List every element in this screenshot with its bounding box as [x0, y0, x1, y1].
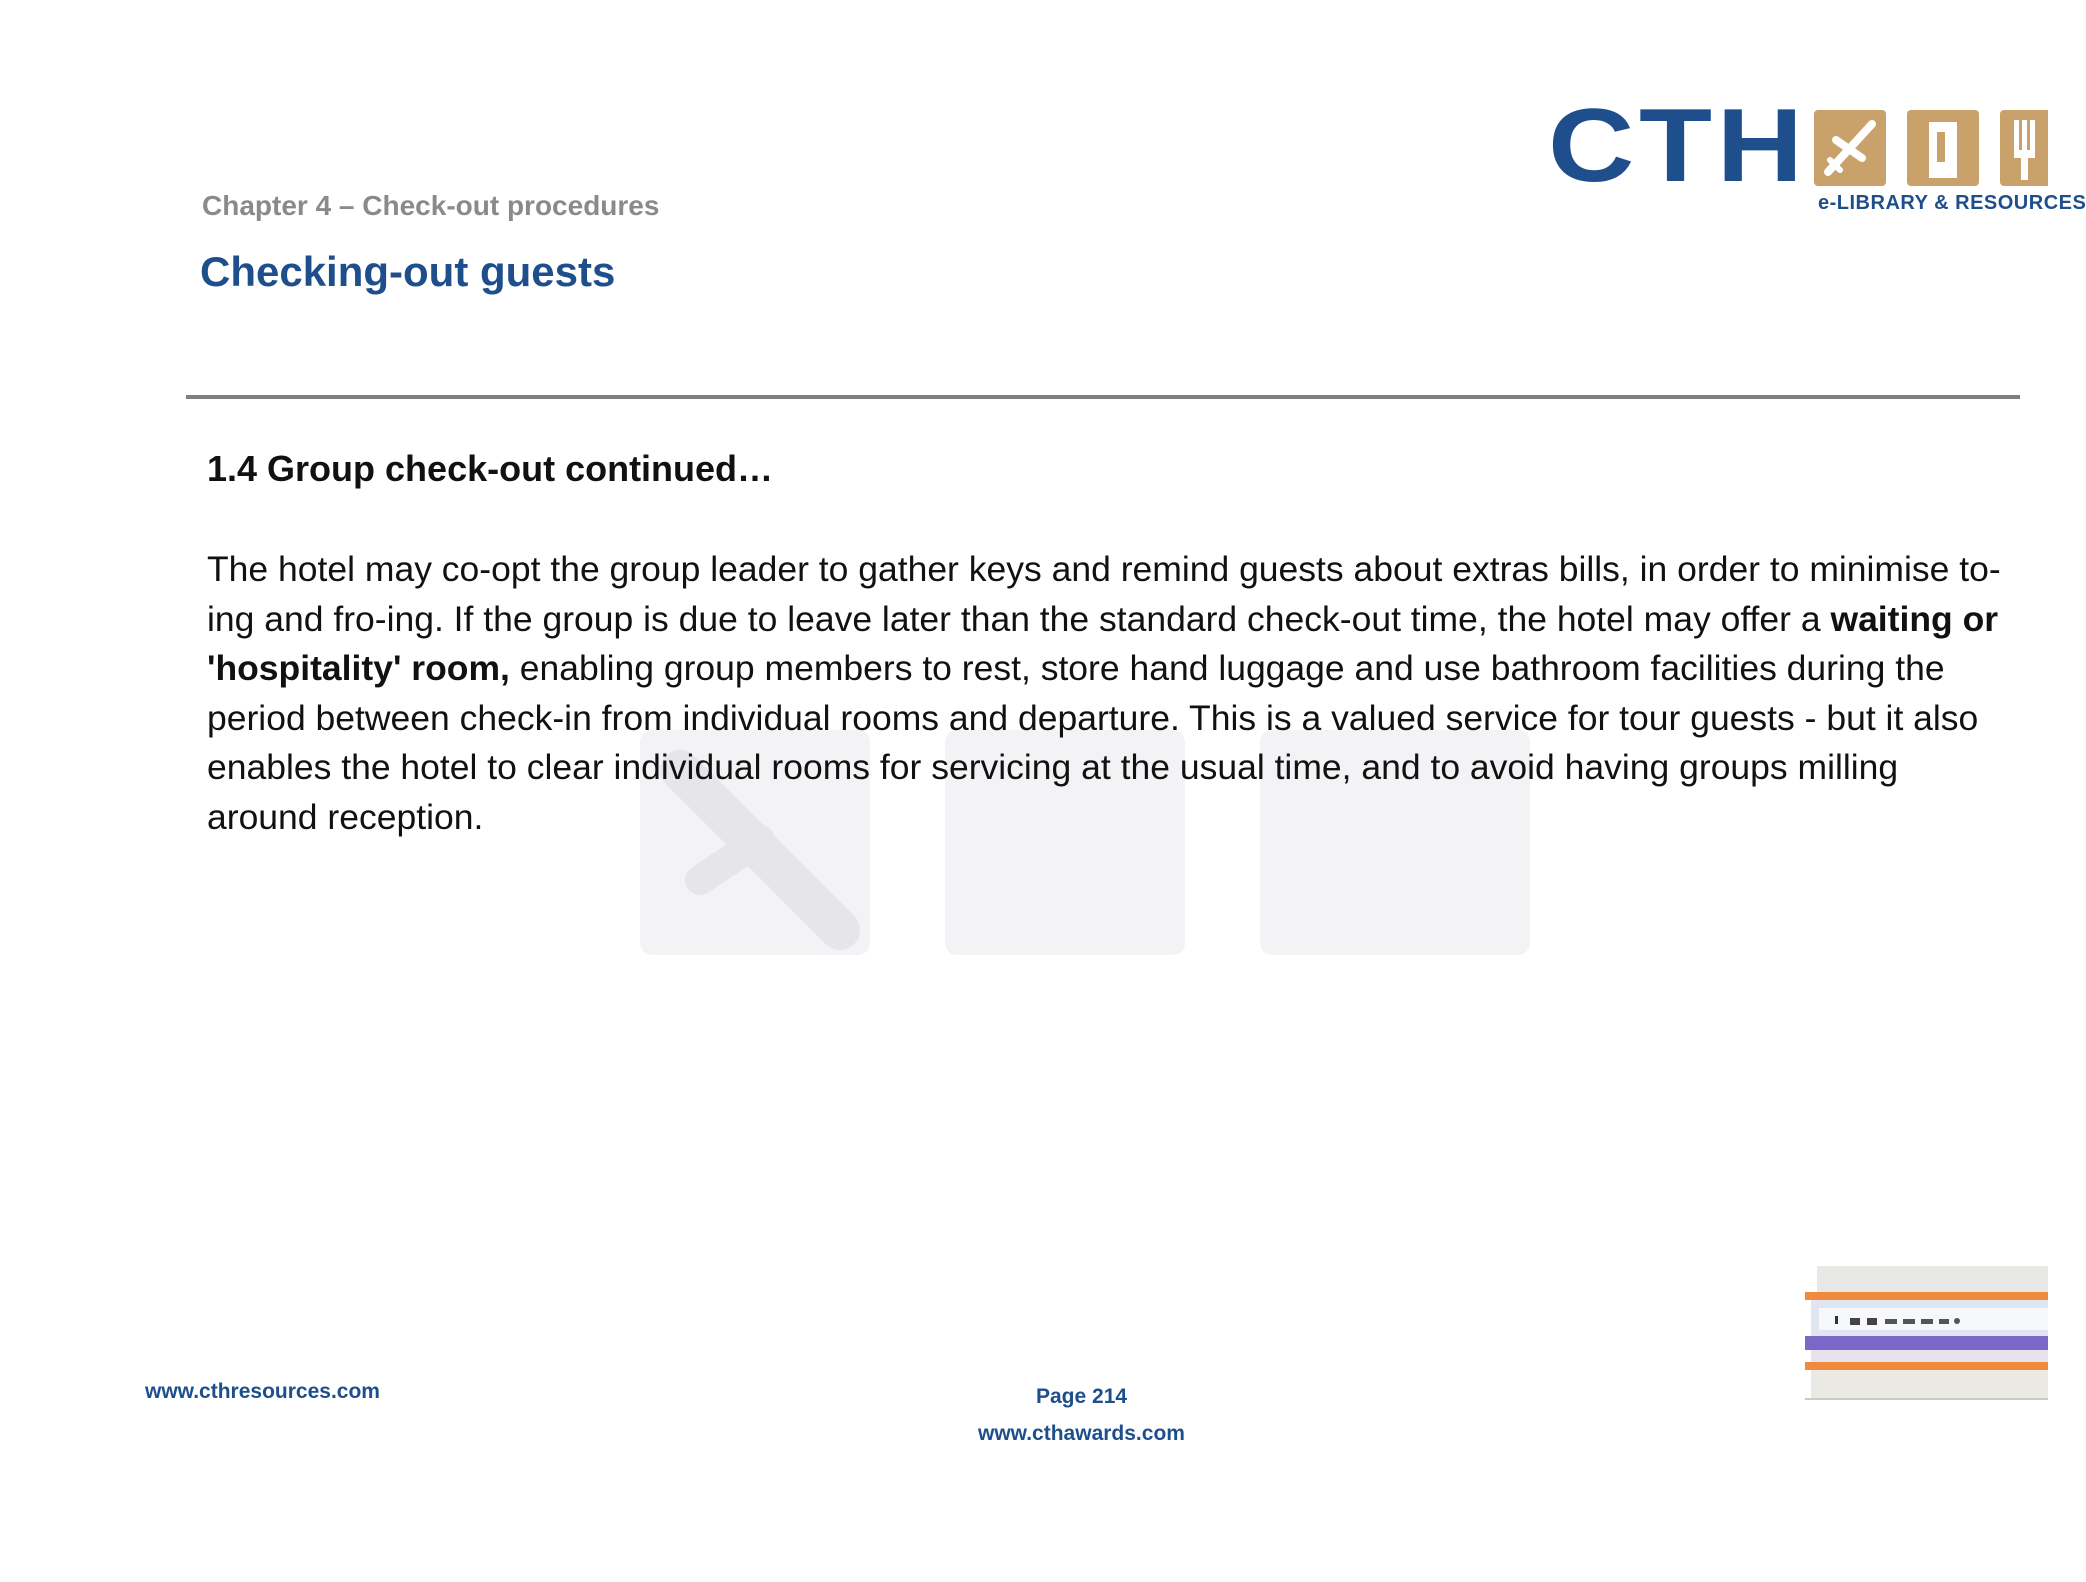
fork-icon: [2000, 110, 2048, 186]
page-title: Checking-out guests: [200, 248, 616, 295]
page-number: Page 214: [1036, 1385, 1128, 1408]
cth-logo: [1548, 88, 2086, 220]
airplane-icon: [1814, 110, 1886, 186]
paragraph-bold-term: waiting or 'hospitality' room,: [207, 598, 1999, 689]
paragraph-text-1: The hotel may co-opt the group leader to gather keys and remind guests about extras bills, in order to minimise to-ing and fro-ing. If the group is due to leave later than the standard check-out time, the hotel may offer a: [207, 549, 2001, 639]
hotel-door-icon: [1907, 110, 1979, 186]
section-heading: 1.4 Group check-out continued…: [207, 448, 774, 489]
logo-subtitle: e-LIBRARY & RESOURCES: [1818, 192, 2086, 214]
books-stack-image: [1805, 1262, 2048, 1432]
footer-resources-link[interactable]: www.cthresources.com: [145, 1380, 380, 1403]
chapter-label: Chapter 4 – Check-out procedures: [202, 190, 660, 221]
header-divider: [186, 395, 2020, 399]
paragraph-text-2: enabling group members to rest, store hand luggage and use bathroom facilities during the period between check-in from individual rooms and departure. This is a valued service for tour guests - but it also enables the hotel to clear individual rooms for servicing at the usual time, and to avoid having groups milling around reception.: [207, 648, 1979, 837]
footer-awards-link[interactable]: www.cthawards.com: [978, 1422, 1185, 1445]
body-paragraph: [207, 545, 2007, 843]
logo-wordmark: CTH: [1548, 88, 1808, 204]
